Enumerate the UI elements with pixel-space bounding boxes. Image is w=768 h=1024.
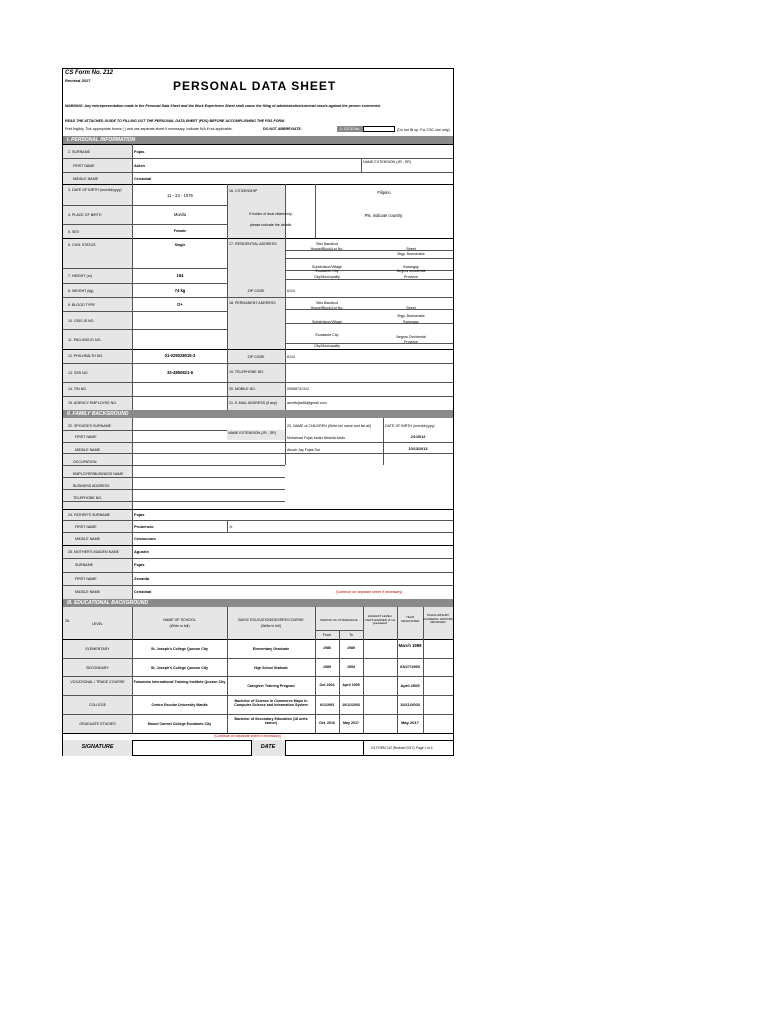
edu-row-2-school[interactable]: St. Joseph's College Quezon City (151, 666, 208, 670)
child-2-name[interactable]: Alrush Jay Fojas Sai (287, 448, 320, 452)
first-name-value[interactable]: Aiden (134, 163, 146, 168)
print-legibly-text: Print legibly. Tick appropriate boxes ( ) and use separate sheet if necessary. Indicate N/A if not applicable. (65, 127, 233, 131)
perm-province-value[interactable]: Negros Occidental (396, 335, 426, 339)
philhealth-label: 12. PHILHEALTH NO. (68, 354, 104, 358)
father-ext-value[interactable]: Jr. (229, 525, 233, 529)
signature-label: SIGNATURE (81, 744, 114, 750)
gsis-label: 10. GSIS ID NO. (68, 319, 95, 323)
spouse-first-name-label: FIRST NAME (75, 435, 97, 439)
business-address-label: BUSINESS ADDRESS (73, 484, 110, 488)
child-2-dob[interactable]: 10/13/2013 (408, 447, 428, 451)
edu-row-2-course[interactable]: High School Graduate (254, 666, 288, 670)
cs-id-field[interactable] (363, 126, 395, 132)
res-zip-label: ZIP CODE (247, 289, 265, 293)
mother-first-name-label: FIRST NAME (75, 577, 97, 581)
form-page-number: CS FORM 212 (Revised 2017), Page 1 of 4 (371, 746, 433, 750)
personal-data-sheet (62, 68, 454, 756)
res-zip-value[interactable]: 6124 (287, 289, 295, 293)
children-label: 23. NAME of CHILDREN (Write full name and list all) (287, 424, 372, 428)
perm-house-caption: House/Block/Lot No. (310, 306, 344, 310)
perm-subdivision-caption: Subdivision/Village (311, 320, 343, 324)
edu-row-3-level: VOCATIONAL / TRADE COURSE (70, 680, 125, 684)
mother-maiden-label: 25. MOTHER'S MAIDEN NAME (68, 550, 120, 554)
to-header: To (349, 633, 353, 637)
section-educational-background: III. EDUCATIONAL BACKGROUND (63, 599, 453, 607)
blood-type-label: 9. BLOOD TYPE (68, 303, 95, 307)
blood-type-value[interactable]: O+ (177, 302, 183, 307)
father-first-name-label: FIRST NAME (75, 525, 97, 529)
perm-barangay-caption: Barangay (403, 320, 419, 324)
spouse-name-ext-label: NAME EXTENSION (JR., SR) (228, 431, 276, 435)
edu-row-1-from[interactable]: 1986 (323, 646, 331, 650)
date-label: DATE (260, 744, 276, 750)
email-label: 21. E-MAIL ADDRESS (if any) (229, 401, 277, 405)
form-revised: Revised 2017 (65, 78, 91, 83)
edu-row-3-school[interactable]: Fukumoto International Training Institute Quezon City (133, 680, 226, 684)
pob-value[interactable]: Manila (173, 212, 187, 217)
spouse-surname-label: 22. SPOUSE'S SURNAME (68, 424, 112, 428)
perm-zip-label: ZIP CODE (247, 355, 265, 359)
employer-label: EMPLOYER/BUSINESS NAME (73, 472, 124, 476)
perm-barangay-value[interactable]: Brgy. Buenavista (397, 314, 425, 318)
father-surname-value[interactable]: Fojas (134, 512, 145, 517)
surname-label: 2. SURNAME (68, 150, 90, 154)
perm-house-value[interactable]: Sitio Bandicot (316, 301, 338, 305)
perm-city-value[interactable]: Escalante City (315, 333, 339, 337)
school-write-full: (Write in full) (169, 624, 190, 628)
edu-row-4-course[interactable]: Bachelor of Science in Commerce Major in Computer Science and Information System (234, 699, 308, 707)
honors-header: SCHOLARSHIP/ ACADEMIC HONORS RECEIVED (423, 613, 453, 625)
sex-value[interactable]: Female (173, 229, 187, 233)
name-extension-label: NAME EXTENSION (JR., SR) (363, 160, 411, 164)
edu-row-5-to[interactable]: May 2017 (343, 721, 359, 725)
res-house-value[interactable]: Sitio Bandicot (316, 242, 338, 246)
pob-label: 4. PLACE OF BIRTH (68, 213, 102, 217)
child-1-dob[interactable]: 2/1/2012 (410, 435, 426, 439)
indicate-country[interactable]: Pls. indicate country: (364, 213, 404, 218)
edu-row-4-to[interactable]: 10/11/2003 (342, 703, 360, 707)
pagibig-label: 11. PAG-IBIG ID NO. (68, 338, 102, 342)
height-label: 7. HEIGHT (m) (68, 274, 92, 278)
school-header: NAME OF SCHOOL (163, 618, 196, 622)
dob-value[interactable]: 11 - 24 - 1976 (167, 193, 193, 198)
perm-province-caption: Province (404, 340, 418, 344)
father-middle-name-value[interactable]: Cestuciono (134, 536, 156, 541)
edu-row-2-year[interactable]: 03/27/1993 (399, 664, 421, 669)
period-header: PERIOD OF ATTENDANCE (320, 618, 358, 622)
dual-citizenship-note-1: If holder of dual citizenship, (249, 212, 293, 216)
edu-row-4-level: COLLEGE (89, 703, 106, 707)
edu-row-2-level: SECONDARY (86, 666, 109, 670)
from-header: From (322, 633, 332, 637)
child-1-name[interactable]: Mohamad Fojas bader Abdulla Abdo (287, 436, 345, 440)
edu-row-1-year[interactable]: March 1989 (398, 643, 422, 648)
edu-row-2-to[interactable]: 1993 (347, 665, 355, 669)
course-write-full: (Write in full) (260, 624, 282, 628)
mother-middle-name-label: MIDDLE NAME (75, 590, 100, 594)
middle-name-value[interactable]: Cristobal (134, 176, 152, 181)
year-graduated-header: YEAR GRADUATED (400, 615, 420, 623)
residential-address-label: 17. RESIDENTIAL ADDRESS (229, 242, 277, 246)
mother-surname-value[interactable]: Fojas (134, 562, 145, 567)
csc-use-note: (Do not fill up. For CSC use only) (397, 128, 450, 132)
page-title: PERSONAL DATA SHEET (173, 79, 337, 93)
res-street-caption: Street (406, 247, 416, 251)
philhealth-value[interactable]: 01-025028015-3 (164, 353, 196, 358)
perm-street-caption: Street (406, 306, 416, 310)
telephone-label: 19. TELEPHONE NO. (229, 370, 265, 374)
level-header: LEVEL (91, 622, 104, 626)
res-city-caption: City/Municipality (314, 275, 340, 279)
mother-first-name-value[interactable]: Zenaida (134, 576, 150, 581)
civil-status-label: 6. CIVIL STATUS (68, 243, 96, 247)
family-continue-note: (Continue on separate sheet if necessary) (335, 590, 403, 594)
read-guide-text: READ THE ATTACHED GUIDE TO FILLING OUT THE PERSONAL DATA SHEET (PDS) BEFORE ACCOMPLISHING THE PDS FORM. (65, 119, 286, 123)
warning-text: WARNING: Any misrepresentation made in the Personal Data Sheet and the Work Experience Sheet shall cause the filing of administrative/criminal case/s against the person concerned. (65, 104, 381, 108)
height-value[interactable]: 154 (176, 273, 184, 278)
edu-row-3-year[interactable]: April 2005 (400, 683, 420, 688)
tin-label: 14. TIN NO. (68, 387, 88, 391)
section-family-background: II. FAMILY BACKGROUND (63, 410, 453, 418)
res-province-caption: Province (404, 275, 418, 279)
first-name-label: FIRST NAME (73, 164, 95, 168)
weight-value[interactable]: 74 kg (174, 288, 186, 293)
course-header: BASIC EDUCATION/DEGREE/COURSE (238, 618, 304, 622)
sss-value[interactable]: 33-4850821-6 (166, 370, 194, 375)
edu-row-5-level: GRADUATE STUDIES (79, 722, 116, 726)
education-item-number: 26. (65, 619, 70, 623)
edu-row-2-from[interactable]: 1989 (323, 665, 331, 669)
agency-label: 15. AGENCY EMPLOYEE NO. (68, 401, 118, 405)
edu-row-4-year[interactable]: 10/11/2003 (400, 702, 420, 707)
res-barangay-value[interactable]: Brgy. Buenavista (397, 252, 425, 256)
citizenship-label: 16. CITIZENSHIP (229, 189, 258, 193)
edu-row-5-year[interactable]: May 2017 (401, 720, 419, 725)
education-continue-note: (Continue on separate sheet if necessary) (214, 734, 281, 738)
citizenship-value[interactable]: Filipino (377, 190, 391, 195)
email-value[interactable]: aerolfojas66@gmail.com (287, 401, 327, 405)
form-number: CS Form No. 212 (65, 70, 114, 76)
father-surname-label: 24. FATHER'S SURNAME (68, 513, 110, 517)
res-subdivision-caption: Subdivision/Village (311, 265, 343, 269)
mobile-label: 20. MOBILE NO. (229, 387, 256, 391)
res-city-value[interactable]: Escalante City (315, 269, 339, 273)
cs-id-label: 1. CS ID No. (337, 126, 363, 132)
father-first-name-value[interactable]: Prudencio (134, 524, 154, 529)
mobile-value[interactable]: 09068741312 (287, 387, 309, 391)
weight-label: 8. WEIGHT (kg) (68, 289, 94, 293)
edu-row-1-course[interactable]: Elementary Graduate (252, 647, 290, 651)
dual-citizenship-note-2: please indicate the details. (249, 223, 293, 227)
education-level-shade (63, 639, 132, 733)
children-dob-label: DATE OF BIRTH (mm/dd/yyyy) (385, 424, 435, 428)
edu-row-5-course[interactable]: Bachelor of Secondary Education (18 units earner) (234, 717, 308, 725)
edu-row-1-to[interactable]: 1989 (347, 646, 355, 650)
res-province-value[interactable]: Negros occidental (396, 269, 426, 273)
telephone-no-label: TELEPHONE NO. (73, 496, 103, 500)
edu-row-5-from[interactable]: Oct. 2016 (319, 721, 335, 725)
section-personal-information: I. PERSONAL INFORMATION (63, 136, 453, 144)
do-not-abbreviate: DO NOT ABBREVIATE. (263, 127, 302, 131)
signature-field[interactable] (133, 741, 250, 755)
highest-level-header: HIGHEST LEVEL/ UNITS EARNED (if not graduated) (364, 614, 396, 626)
perm-zip-value[interactable]: 6124 (287, 355, 295, 359)
res-barangay-caption: Barangay (403, 265, 419, 269)
permanent-address-label: 18. PERMANENT ADDRESS (229, 301, 276, 305)
civil-status-value[interactable]: Single (174, 243, 186, 247)
middle-name-label: MIDDLE NAME (73, 177, 98, 181)
occupation-label: OCCUPATION (73, 460, 97, 464)
edu-row-4-school[interactable]: Centro Escolar University Manila (151, 703, 208, 707)
edu-row-1-school[interactable]: St. Joseph's College Quezon City (151, 647, 208, 651)
sex-label: 5. SEX (68, 230, 80, 234)
res-house-caption: House/Block/Lot No. (310, 247, 344, 251)
edu-row-3-from[interactable]: Oct 2004 (319, 683, 335, 687)
edu-row-3-to[interactable]: April 2005 (342, 683, 360, 687)
surname-value[interactable]: Fojas (134, 149, 145, 154)
perm-city-caption: City/Municipality (314, 344, 340, 348)
dob-label: 3. DATE OF BIRTH (mm/dd/yyyy) (68, 188, 122, 192)
mother-maiden-value[interactable]: Agustin (134, 549, 149, 554)
date-field[interactable] (286, 741, 362, 755)
mother-surname-label: SURNAME (75, 563, 93, 567)
father-middle-name-label: MIDDLE NAME (75, 537, 100, 541)
sss-label: 13. SSS NO. (68, 371, 89, 375)
edu-row-4-from[interactable]: 6/1/1993 (320, 703, 334, 707)
edu-row-5-school[interactable]: Mount Carmel College Escalante City (147, 722, 212, 726)
edu-row-1-level: ELEMENTARY (85, 647, 110, 651)
spouse-middle-name-label: MIDDLE NAME (75, 448, 100, 452)
mother-middle-name-value[interactable]: Cristobal (134, 589, 152, 594)
edu-row-3-course[interactable]: Caregiver Training Program (247, 684, 295, 688)
